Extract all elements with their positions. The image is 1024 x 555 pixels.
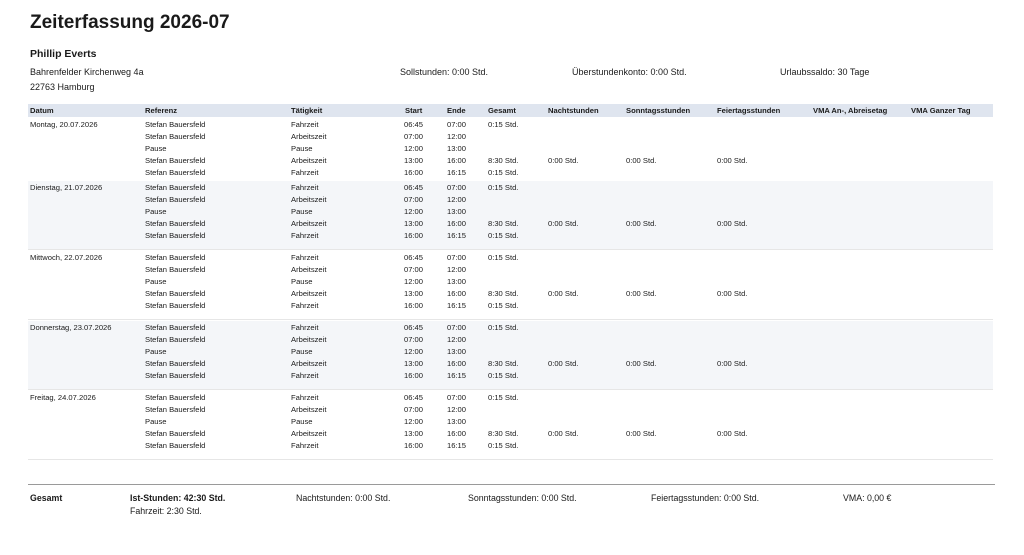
nachtstunden-total: Nachtstunden: 0:00 Std. [296,493,391,503]
cell-end-time: 12:00 [447,405,467,414]
urlaubssaldo: Urlaubssaldo: 30 Tage [780,67,870,77]
sonntagsstunden-total: Sonntagsstunden: 0:00 Std. [468,493,577,503]
col-header-nachtstunden: Nachtstunden [548,106,599,115]
cell-total: 0:15 Std. [488,253,519,262]
cell-start-time: 07:00 [404,265,424,274]
day-date: Montag, 20.07.2026 [30,120,98,129]
cell-reference: Stefan Bauersfeld [145,195,206,204]
cell-reference: Stefan Bauersfeld [145,168,206,177]
cell-total: 0:15 Std. [488,168,519,177]
cell-total: 0:15 Std. [488,301,519,310]
employee-street: Bahrenfelder Kirchenweg 4a [30,67,144,77]
cell-reference: Stefan Bauersfeld [145,265,206,274]
cell-reference: Stefan Bauersfeld [145,323,206,332]
cell-end-time: 07:00 [447,253,467,262]
cell-end-time: 07:00 [447,393,467,402]
cell-sunday-hours: 0:00 Std. [626,156,657,165]
col-header-start: Start [405,106,423,115]
cell-start-time: 06:45 [404,120,424,129]
cell-night-hours: 0:00 Std. [548,359,579,368]
cell-reference: Pause [145,144,167,153]
cell-reference: Pause [145,277,167,286]
cell-reference: Stefan Bauersfeld [145,231,206,240]
day-date: Mittwoch, 22.07.2026 [30,253,103,262]
totals-divider [28,484,995,485]
day-group [28,391,993,460]
cell-end-time: 12:00 [447,195,467,204]
cell-reference: Stefan Bauersfeld [145,393,206,402]
cell-activity: Arbeitszeit [291,219,327,228]
cell-end-time: 16:00 [447,429,467,438]
cell-start-time: 16:00 [404,441,424,450]
cell-sunday-hours: 0:00 Std. [626,219,657,228]
cell-activity: Fahrzeit [291,168,319,177]
cell-start-time: 07:00 [404,335,424,344]
cell-start-time: 12:00 [404,144,424,153]
cell-activity: Fahrzeit [291,323,319,332]
cell-reference: Stefan Bauersfeld [145,301,206,310]
cell-start-time: 07:00 [404,195,424,204]
employee-name: Phillip Everts [30,48,97,60]
cell-start-time: 12:00 [404,207,424,216]
cell-start-time: 13:00 [404,156,424,165]
cell-night-hours: 0:00 Std. [548,156,579,165]
cell-activity: Fahrzeit [291,393,319,402]
cell-reference: Stefan Bauersfeld [145,335,206,344]
day-date: Donnerstag, 23.07.2026 [30,323,112,332]
cell-sunday-hours: 0:00 Std. [626,289,657,298]
cell-holiday-hours: 0:00 Std. [717,359,748,368]
cell-activity: Fahrzeit [291,120,319,129]
cell-end-time: 13:00 [447,347,467,356]
cell-night-hours: 0:00 Std. [548,289,579,298]
cell-end-time: 13:00 [447,277,467,286]
cell-activity: Pause [291,144,313,153]
cell-total: 0:15 Std. [488,393,519,402]
cell-total: 0:15 Std. [488,323,519,332]
cell-start-time: 12:00 [404,417,424,426]
cell-start-time: 16:00 [404,301,424,310]
cell-start-time: 07:00 [404,132,424,141]
cell-activity: Pause [291,277,313,286]
cell-activity: Arbeitszeit [291,359,327,368]
cell-end-time: 16:15 [447,441,467,450]
cell-total: 8:30 Std. [488,429,519,438]
cell-end-time: 16:00 [447,289,467,298]
ueberstundenkonto: Überstundenkonto: 0:00 Std. [572,67,687,77]
cell-end-time: 16:15 [447,301,467,310]
cell-start-time: 07:00 [404,405,424,414]
cell-end-time: 07:00 [447,323,467,332]
cell-start-time: 12:00 [404,347,424,356]
cell-activity: Fahrzeit [291,253,319,262]
cell-start-time: 06:45 [404,393,424,402]
cell-activity: Arbeitszeit [291,335,327,344]
cell-end-time: 13:00 [447,417,467,426]
cell-end-time: 07:00 [447,120,467,129]
col-header-sonntagsstunden: Sonntagsstunden [626,106,691,115]
cell-reference: Stefan Bauersfeld [145,253,206,262]
col-header-datum: Datum [30,106,54,115]
cell-reference: Pause [145,207,167,216]
cell-activity: Fahrzeit [291,441,319,450]
cell-night-hours: 0:00 Std. [548,429,579,438]
cell-activity: Pause [291,417,313,426]
cell-start-time: 13:00 [404,429,424,438]
cell-activity: Fahrzeit [291,183,319,192]
cell-total: 0:15 Std. [488,441,519,450]
cell-activity: Arbeitszeit [291,265,327,274]
cell-end-time: 12:00 [447,132,467,141]
cell-end-time: 16:00 [447,219,467,228]
cell-start-time: 13:00 [404,359,424,368]
cell-activity: Arbeitszeit [291,195,327,204]
cell-start-time: 06:45 [404,253,424,262]
cell-activity: Fahrzeit [291,301,319,310]
cell-activity: Pause [291,347,313,356]
day-group [28,118,993,187]
employee-city: 22763 Hamburg [30,82,95,92]
cell-reference: Stefan Bauersfeld [145,371,206,380]
day-date: Freitag, 24.07.2026 [30,393,96,402]
cell-start-time: 16:00 [404,168,424,177]
cell-reference: Stefan Bauersfeld [145,289,206,298]
cell-start-time: 06:45 [404,183,424,192]
cell-reference: Stefan Bauersfeld [145,219,206,228]
cell-total: 0:15 Std. [488,183,519,192]
cell-start-time: 13:00 [404,289,424,298]
cell-end-time: 16:15 [447,371,467,380]
day-group [28,321,993,390]
fahrzeit-total: Fahrzeit: 2:30 Std. [130,506,202,516]
cell-reference: Pause [145,417,167,426]
cell-end-time: 12:00 [447,265,467,274]
day-group [28,251,993,320]
cell-sunday-hours: 0:00 Std. [626,359,657,368]
cell-activity: Arbeitszeit [291,405,327,414]
soll-stunden: Sollstunden: 0:00 Std. [400,67,489,77]
cell-activity: Arbeitszeit [291,289,327,298]
cell-total: 0:15 Std. [488,120,519,129]
cell-reference: Stefan Bauersfeld [145,120,206,129]
cell-end-time: 13:00 [447,207,467,216]
cell-activity: Arbeitszeit [291,156,327,165]
cell-total: 0:15 Std. [488,231,519,240]
cell-end-time: 12:00 [447,335,467,344]
cell-reference: Pause [145,347,167,356]
cell-total: 8:30 Std. [488,156,519,165]
cell-start-time: 13:00 [404,219,424,228]
cell-end-time: 13:00 [447,144,467,153]
cell-end-time: 16:15 [447,168,467,177]
cell-sunday-hours: 0:00 Std. [626,429,657,438]
cell-total: 8:30 Std. [488,219,519,228]
cell-end-time: 16:00 [447,156,467,165]
cell-activity: Fahrzeit [291,231,319,240]
col-header-feiertagsstunden: Feiertagsstunden [717,106,781,115]
cell-holiday-hours: 0:00 Std. [717,289,748,298]
day-group [28,181,993,250]
col-header-vma-ganzer-tag: VMA Ganzer Tag [911,106,971,115]
ist-stunden: Ist-Stunden: 42:30 Std. [130,493,226,503]
cell-activity: Pause [291,207,313,216]
feiertagsstunden-total: Feiertagsstunden: 0:00 Std. [651,493,760,503]
cell-end-time: 07:00 [447,183,467,192]
vma-total: VMA: 0,00 € [843,493,892,503]
cell-reference: Stefan Bauersfeld [145,183,206,192]
page-title: Zeiterfassung 2026-07 [30,12,230,33]
cell-start-time: 12:00 [404,277,424,286]
col-header-ende: Ende [447,106,466,115]
cell-total: 0:15 Std. [488,371,519,380]
cell-total: 8:30 Std. [488,359,519,368]
cell-reference: Stefan Bauersfeld [145,156,206,165]
cell-end-time: 16:00 [447,359,467,368]
cell-start-time: 16:00 [404,231,424,240]
cell-holiday-hours: 0:00 Std. [717,156,748,165]
cell-activity: Arbeitszeit [291,132,327,141]
cell-holiday-hours: 0:00 Std. [717,219,748,228]
cell-holiday-hours: 0:00 Std. [717,429,748,438]
cell-reference: Stefan Bauersfeld [145,405,206,414]
col-header-gesamt: Gesamt [488,106,516,115]
cell-total: 8:30 Std. [488,289,519,298]
cell-reference: Stefan Bauersfeld [145,429,206,438]
cell-end-time: 16:15 [447,231,467,240]
col-header-taetigkeit: Tätigkeit [291,106,323,115]
col-header-referenz: Referenz [145,106,178,115]
cell-reference: Stefan Bauersfeld [145,359,206,368]
col-header-vma-an-abreisetag: VMA An-, Abreisetag [813,106,888,115]
cell-activity: Arbeitszeit [291,429,327,438]
day-date: Dienstag, 21.07.2026 [30,183,103,192]
cell-reference: Stefan Bauersfeld [145,441,206,450]
totals-label: Gesamt [30,493,63,503]
cell-reference: Stefan Bauersfeld [145,132,206,141]
cell-start-time: 06:45 [404,323,424,332]
cell-activity: Fahrzeit [291,371,319,380]
cell-night-hours: 0:00 Std. [548,219,579,228]
cell-start-time: 16:00 [404,371,424,380]
